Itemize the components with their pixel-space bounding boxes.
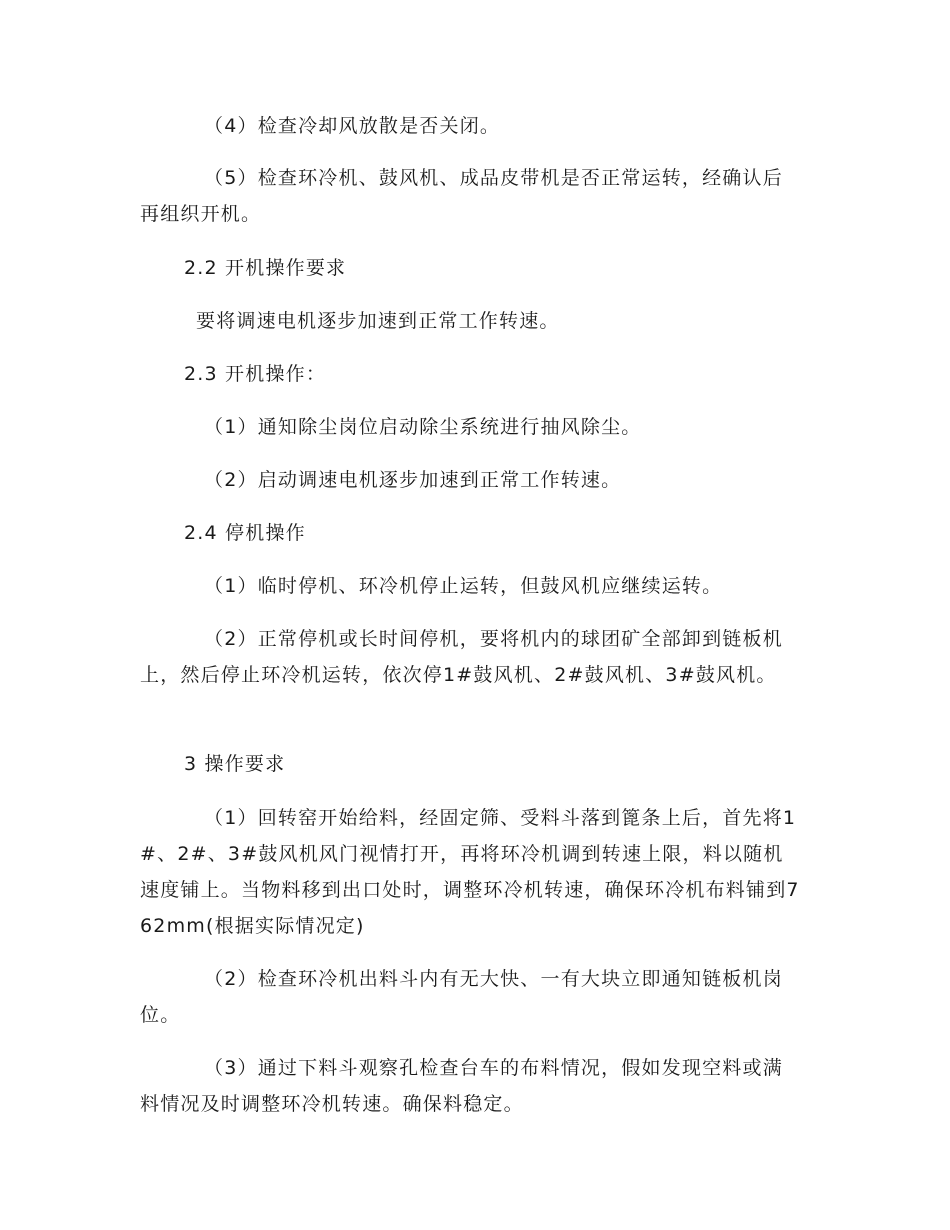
paragraph-check-cooling-vent: （4）检查冷却风放散是否关闭。 bbox=[204, 115, 501, 137]
paragraph-check-equipment: （5）检查环冷机、鼓风机、成品皮带机是否正常运转，经确认后再组织开机。 bbox=[140, 167, 783, 225]
paragraph-feeding-operation: （1）回转窑开始给料，经固定筛、受料斗落到篦条上后，首先将1#、2#、3#鼓风机风门视情打开，再将环冷机调到转速上限，料以随机速度铺上。当物料移到出口处时，调整环冷机转速，确保环冷机布料铺到762mm(根据实际情况定) bbox=[140, 807, 800, 937]
heading-2-3: 2.3 开机操作： bbox=[184, 363, 327, 385]
paragraph-startup-requirement: 要将调速电机逐步加速到正常工作转速。 bbox=[196, 310, 560, 332]
paragraph-normal-stop: （2）正常停机或长时间停机，要将机内的球团矿全部卸到链板机上，然后停止环冷机运转，依次停1#鼓风机、2#鼓风机、3#鼓风机。 bbox=[140, 628, 783, 686]
paragraph-temporary-stop: （1）临时停机、环冷机停止运转，但鼓风机应继续运转。 bbox=[204, 575, 723, 597]
heading-3: 3 操作要求 bbox=[184, 753, 286, 775]
paragraph-start-motor: （2）启动调速电机逐步加速到正常工作转速。 bbox=[204, 469, 622, 491]
heading-2-2: 2.2 开机操作要求 bbox=[184, 257, 347, 279]
paragraph-check-discharge-hopper: （2）检查环冷机出料斗内有无大快、一有大块立即通知链板机岗位。 bbox=[140, 968, 783, 1026]
paragraph-notify-dust-removal: （1）通知除尘岗位启动除尘系统进行抽风除尘。 bbox=[204, 416, 642, 438]
heading-2-4: 2.4 停机操作 bbox=[184, 522, 306, 544]
paragraph-check-trolley-distribution: （3）通过下料斗观察孔检查台车的布料情况，假如发现空料或满料情况及时调整环冷机转速。确保料稳定。 bbox=[140, 1057, 783, 1115]
